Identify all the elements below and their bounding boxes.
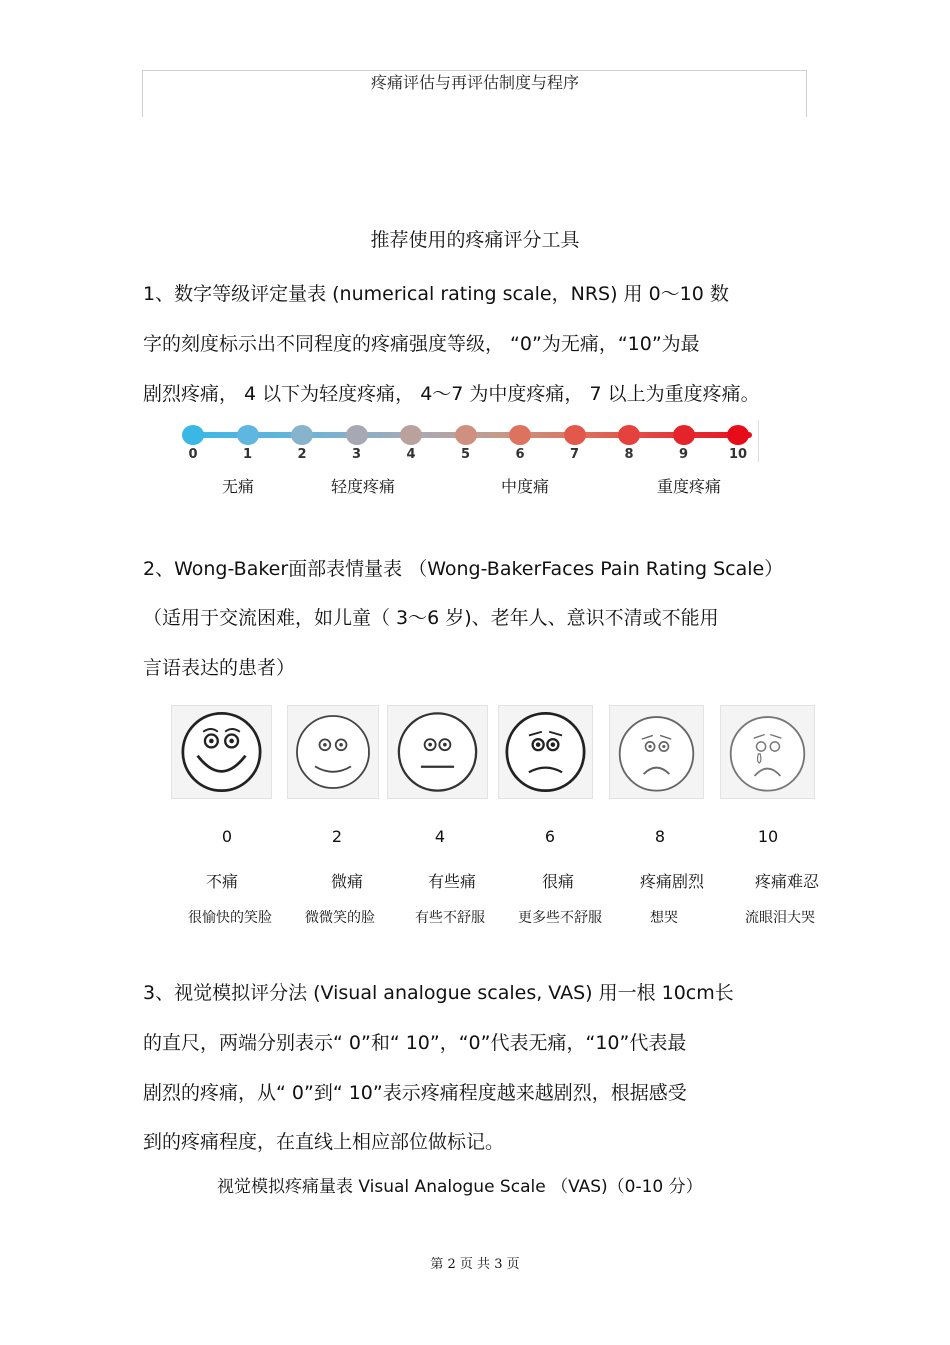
vas-line-2: 的直尺，两端分别表示“ 0”和“ 10”，“0”代表无痛，“10”代表最 — [143, 1032, 687, 1054]
slight-smile-face-icon — [288, 706, 378, 798]
nrs-number-10: 10 — [728, 447, 748, 462]
nrs-line-2: 字的刻度标示出不同程度的疼痛强度等级， “0”为无痛，“10”为最 — [143, 333, 700, 355]
nrs-scale — [180, 420, 765, 468]
nrs-dot-3 — [346, 425, 368, 445]
face-desc-10: 流眼泪大哭 — [745, 910, 815, 926]
crying-face-icon — [721, 706, 814, 798]
nrs-category-severe: 重度疼痛 — [656, 477, 721, 496]
face-score-4: 4 — [434, 827, 446, 846]
nrs-number-5: 5 — [460, 447, 471, 462]
vas-caption: 视觉模拟疼痛量表 Visual Analogue Scale （VAS)（0-10 分） — [217, 1177, 703, 1197]
nrs-dot-9 — [673, 425, 695, 445]
nrs-dot-0 — [182, 425, 204, 445]
face-label-4: 有些痛 — [427, 872, 476, 891]
nrs-dot-6 — [509, 425, 531, 445]
page-number: 第 2 页 共 3 页 — [430, 1257, 520, 1272]
nrs-category-none: 无痛 — [221, 477, 254, 496]
face-score-8: 8 — [654, 827, 666, 846]
face-desc-0: 很愉快的笑脸 — [188, 910, 272, 926]
nrs-dot-10 — [727, 425, 749, 445]
face-desc-4: 有些不舒服 — [415, 910, 485, 926]
face-10 — [720, 705, 815, 799]
face-4 — [387, 705, 488, 799]
face-score-10: 10 — [757, 827, 779, 846]
nrs-scale-end-line — [758, 420, 759, 462]
face-score-0: 0 — [221, 827, 233, 846]
nrs-dot-8 — [618, 425, 640, 445]
nrs-number-9: 9 — [678, 447, 689, 462]
nrs-dot-1 — [237, 425, 259, 445]
nrs-category-moderate: 中度痛 — [500, 477, 549, 496]
nrs-number-8: 8 — [624, 447, 634, 462]
nrs-line-3: 剧烈疼痛， 4 以下为轻度疼痛， 4～7 为中度疼痛， 7 以上为重度疼痛。 — [143, 383, 760, 405]
face-desc-8: 想哭 — [650, 910, 678, 926]
face-desc-6: 更多些不舒服 — [518, 910, 602, 926]
face-8 — [609, 705, 704, 799]
face-label-10: 疼痛难忍 — [754, 872, 819, 891]
nrs-number-0: 0 — [188, 447, 198, 462]
face-2 — [287, 705, 379, 799]
very-happy-face-icon — [172, 706, 271, 798]
face-desc-2: 微微笑的脸 — [305, 910, 375, 926]
face-score-2: 2 — [331, 827, 343, 846]
vas-line-4: 到的疼痛程度，在直线上相应部位做标记。 — [143, 1131, 505, 1153]
nrs-dot-7 — [564, 425, 586, 445]
wong-baker-line-3: 言语表达的患者） — [143, 657, 296, 679]
nrs-category-mild: 轻度疼痛 — [330, 477, 395, 496]
nrs-number-3: 3 — [351, 447, 362, 462]
vas-line-3: 剧烈的疼痛，从“ 0”到“ 10”表示疼痛程度越来越剧烈，根据感受 — [143, 1082, 687, 1104]
wong-baker-line-1: 2、Wong-Baker面部表情量表 （Wong-BakerFaces Pain Rating Scale） — [143, 558, 784, 580]
section-title: 推荐使用的疼痛评分工具 — [370, 229, 580, 251]
vas-line-1: 3、视觉模拟评分法 (Visual analogue scales, VAS) 用一根 10cm长 — [143, 982, 734, 1004]
face-0 — [171, 705, 272, 799]
worried-face-icon — [499, 706, 592, 798]
face-score-6: 6 — [544, 827, 556, 846]
sad-face-icon — [610, 706, 703, 798]
face-label-8: 疼痛剧烈 — [639, 872, 704, 891]
nrs-line-1: 1、数字等级评定量表 (numerical rating scale，NRS) 用 0～10 数 — [143, 283, 729, 305]
nrs-dot-5 — [455, 425, 477, 445]
face-label-0: 不痛 — [205, 872, 238, 891]
wong-baker-line-2: （适用于交流困难，如儿童（ 3～6 岁)、老年人、意识不清或不能用 — [143, 607, 719, 629]
nrs-number-4: 4 — [406, 447, 416, 462]
nrs-number-1: 1 — [242, 447, 253, 462]
neutral-face-icon — [388, 706, 487, 798]
face-label-6: 很痛 — [541, 872, 574, 891]
nrs-dot-4 — [400, 425, 422, 445]
header-title: 疼痛评估与再评估制度与程序 — [370, 73, 579, 92]
nrs-number-6: 6 — [515, 447, 525, 462]
nrs-number-2: 2 — [297, 447, 307, 462]
nrs-number-7: 7 — [569, 447, 580, 462]
nrs-dot-2 — [291, 425, 313, 445]
face-label-2: 微痛 — [330, 872, 363, 891]
face-6 — [498, 705, 593, 799]
